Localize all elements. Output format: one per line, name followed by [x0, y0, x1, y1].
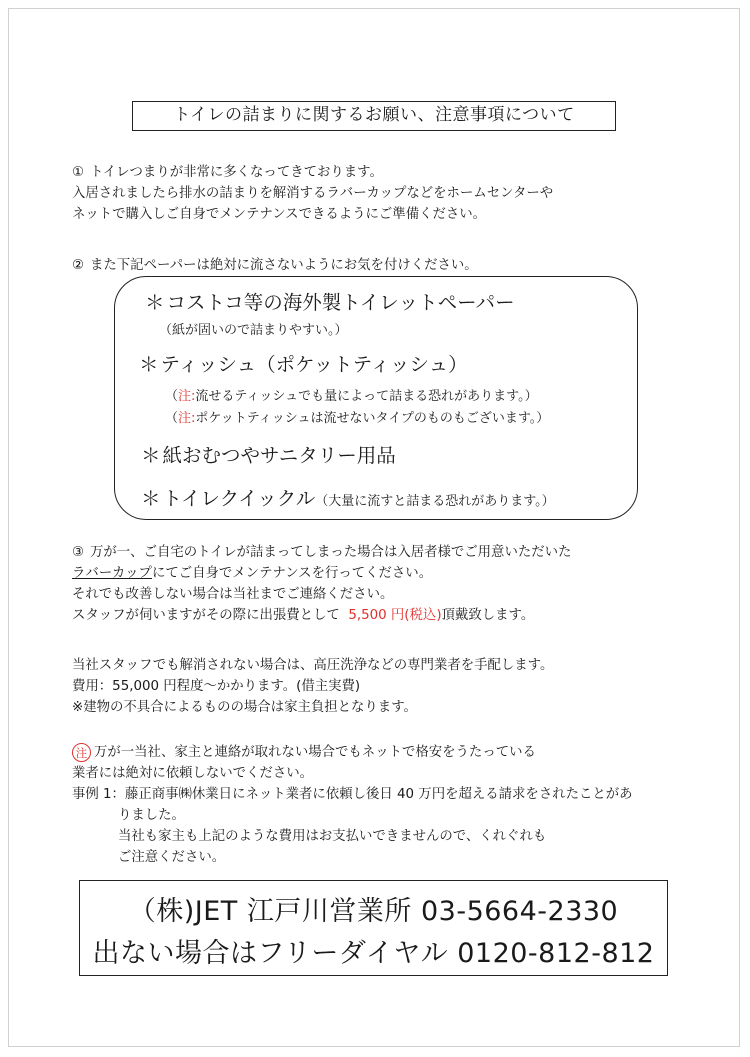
item-tissue-label: ティッシュ（ポケットティッシュ）	[160, 353, 468, 376]
section-4-line-3: ※建物の不具合によるものの場合は家主負担となります。	[72, 700, 417, 715]
item-quickle-label: トイレクイックル	[162, 487, 316, 510]
note-colon: :	[191, 411, 196, 426]
contact-office-phone: （株)JET 江戸川営業所 03-5664-2330	[128, 896, 619, 927]
item-costco-label: コストコ等の海外製トイレットペーパー	[166, 291, 515, 314]
section-5-line-6: ご注意ください。	[118, 850, 226, 865]
service-fee: 5,500 円(税込)	[348, 608, 442, 623]
item-diaper-label: 紙おむつやサニタリー用品	[162, 444, 396, 467]
item-costco	[145, 287, 515, 315]
section-1-line-1	[72, 162, 553, 183]
section-1-line-3: ネットで購入しご自身でメンテナンスできるようにご準備ください。	[72, 207, 487, 222]
section-3-text-1: 万が一、ご自宅のトイレが詰まってしまった場合は入居者様でご用意いただいた	[90, 545, 572, 560]
item-costco-note: （紙が固いので詰まりやすい。）	[159, 323, 348, 338]
section-5-line-2: 業者には絶対に依頼しないでください。	[72, 766, 314, 781]
note-open-paren: （	[165, 411, 179, 426]
section-5	[72, 742, 633, 868]
section-4	[72, 655, 553, 718]
section-1-line-2: 入居されましたら排水の詰まりを解消するラバーカップなどをホームセンターや	[72, 186, 554, 201]
section-5-line-3: 事例 1：藤正商事㈱休業日にネット業者に依頼し後日 40 万円を超える請求をされたことがあ	[72, 787, 633, 802]
section-2-intro-text: また下記ペーパーは絶対に流さないようにお気を付けください。	[90, 258, 478, 273]
section-5-line-1	[72, 742, 633, 763]
section-3-text-4-end: 頂戴致します。	[441, 608, 535, 623]
section-3-text-2: にてご自身でメンテナンスを行ってください。	[151, 566, 433, 581]
section-5-line-4: りました。	[118, 808, 185, 823]
section-3-line-2	[72, 563, 571, 584]
note-text: 流せるティッシュでも量によって詰まる恐れがあります。）	[195, 389, 538, 404]
section-2-intro	[72, 255, 478, 276]
document-title: トイレの詰まりに関するお願い、注意事項について	[132, 101, 616, 131]
caution-circle-icon: 注	[72, 743, 91, 762]
section-1-text-1: トイレつまりが非常に多くなってきております。	[90, 165, 383, 180]
section-3-number: ③	[72, 545, 85, 560]
section-3-line-4	[72, 605, 571, 626]
star-icon: ＊	[141, 444, 161, 467]
star-icon: ＊	[145, 291, 165, 314]
note-text: ポケットティッシュは流せないタイプのものもございます。）	[195, 411, 550, 426]
section-3	[72, 542, 571, 626]
section-3-text-4: スタッフが伺いますがその際に出張費として	[72, 608, 340, 623]
section-4-line-2: 費用：55,000 円程度～かかります。(借主実費)	[72, 679, 361, 694]
section-2-number: ②	[72, 258, 85, 273]
plunger-term: ラバーカップ	[72, 566, 152, 581]
section-2-intro-line	[72, 255, 478, 276]
prohibited-items-box	[114, 276, 638, 520]
item-tissue-note-2	[165, 407, 549, 426]
section-3-line-3: それでも改善しない場合は当社までご連絡ください。	[72, 587, 394, 602]
section-5-line-5: 当社も家主も上記のような費用はお支払いできませんので、くれぐれも	[118, 829, 547, 844]
item-quickle	[141, 483, 555, 511]
contact-box	[79, 880, 668, 976]
contact-freedial: 出ない場合はフリーダイヤル 0120-812-812	[92, 938, 655, 969]
note-mark: 注	[178, 411, 192, 426]
note-colon: :	[191, 389, 196, 404]
item-quickle-note: （大量に流すと詰まる恐れがあります。）	[315, 494, 555, 509]
star-icon: ＊	[139, 353, 159, 376]
item-tissue	[139, 349, 468, 377]
section-3-line-1	[72, 542, 571, 563]
star-icon: ＊	[141, 487, 161, 510]
note-mark: 注	[178, 389, 192, 404]
note-open-paren: （	[165, 389, 179, 404]
section-4-line-1: 当社スタッフでも解消されない場合は、高圧洗浄などの専門業者を手配します。	[72, 658, 554, 673]
item-tissue-note-1	[165, 385, 538, 404]
item-diaper	[141, 440, 396, 468]
section-1-number: ①	[72, 165, 85, 180]
section-5-text-1: 万が一当社、家主と連絡が取れない場合でもネットで格安をうたっている	[94, 745, 536, 760]
section-1	[72, 162, 553, 225]
